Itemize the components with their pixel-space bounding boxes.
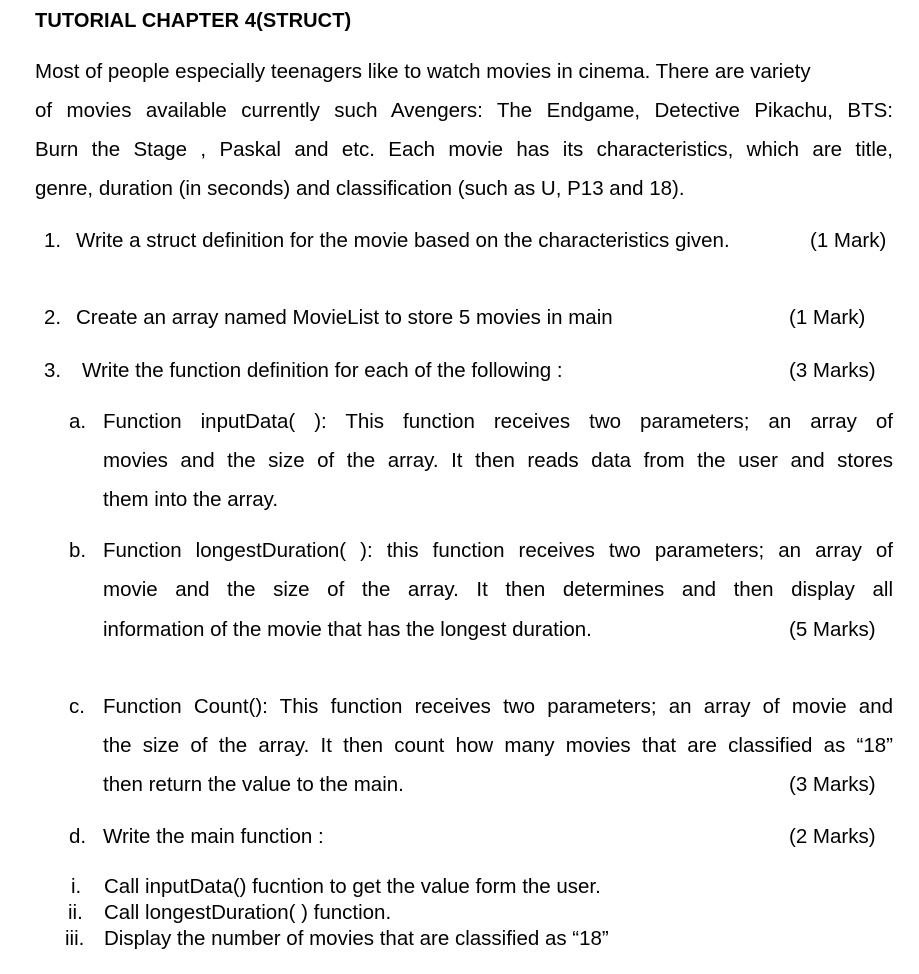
part-line: information of the movie that has the longest duration. bbox=[103, 618, 592, 641]
roman-numeral: iii. bbox=[65, 927, 85, 950]
question-marks: (3 Marks) bbox=[789, 359, 876, 382]
part-line: Function Count(): This function receives two parameters; an array of movie and bbox=[103, 695, 893, 718]
question-marks: (1 Mark) bbox=[789, 306, 866, 329]
part-line: Function inputData( ): This function receives two parameters; an array of bbox=[103, 410, 893, 433]
question-number: 2. bbox=[44, 306, 62, 329]
roman-item: Call inputData() fucntion to get the value form the user. bbox=[104, 875, 601, 898]
roman-item: Display the number of movies that are classified as “18” bbox=[104, 927, 609, 950]
part-line: them into the array. bbox=[103, 488, 279, 511]
part-letter: d. bbox=[69, 825, 87, 848]
part-line: movies and the size of the array. It then reads data from the user and stores bbox=[103, 449, 893, 472]
question-text: Create an array named MovieList to store 5 movies in main bbox=[76, 306, 613, 329]
part-line: movie and the size of the array. It then determines and then display all bbox=[103, 578, 893, 601]
question-number: 3. bbox=[44, 359, 62, 382]
part-line: then return the value to the main. bbox=[103, 773, 404, 796]
intro-line: Most of people especially teenagers like to watch movies in cinema. There are variety bbox=[35, 60, 811, 83]
roman-item: Call longestDuration( ) function. bbox=[104, 901, 392, 924]
part-text: Write the main function : bbox=[103, 825, 324, 848]
intro-line: Burn the Stage , Paskal and etc. Each movie has its characteristics, which are title, bbox=[35, 138, 893, 161]
part-letter: b. bbox=[69, 539, 87, 562]
part-marks: (5 Marks) bbox=[789, 618, 876, 641]
part-marks: (2 Marks) bbox=[789, 825, 876, 848]
roman-numeral: i. bbox=[71, 875, 82, 898]
question-marks: (1 Mark) bbox=[810, 229, 887, 252]
intro-line: of movies available currently such Avengers: The Endgame, Detective Pikachu, BTS: bbox=[35, 99, 893, 122]
page-title: TUTORIAL CHAPTER 4(STRUCT) bbox=[35, 10, 352, 32]
part-marks: (3 Marks) bbox=[789, 773, 876, 796]
question-number: 1. bbox=[44, 229, 62, 252]
part-line: the size of the array. It then count how many movies that are classified as “18” bbox=[103, 734, 893, 757]
part-line: Function longestDuration( ): this function receives two parameters; an array of bbox=[103, 539, 893, 562]
question-text: Write the function definition for each of the following : bbox=[82, 359, 563, 382]
roman-numeral: ii. bbox=[68, 901, 83, 924]
question-text: Write a struct definition for the movie based on the characteristics given. bbox=[76, 229, 730, 252]
part-letter: c. bbox=[69, 695, 85, 718]
part-letter: a. bbox=[69, 410, 87, 433]
intro-line: genre, duration (in seconds) and classification (such as U, P13 and 18). bbox=[35, 177, 685, 200]
